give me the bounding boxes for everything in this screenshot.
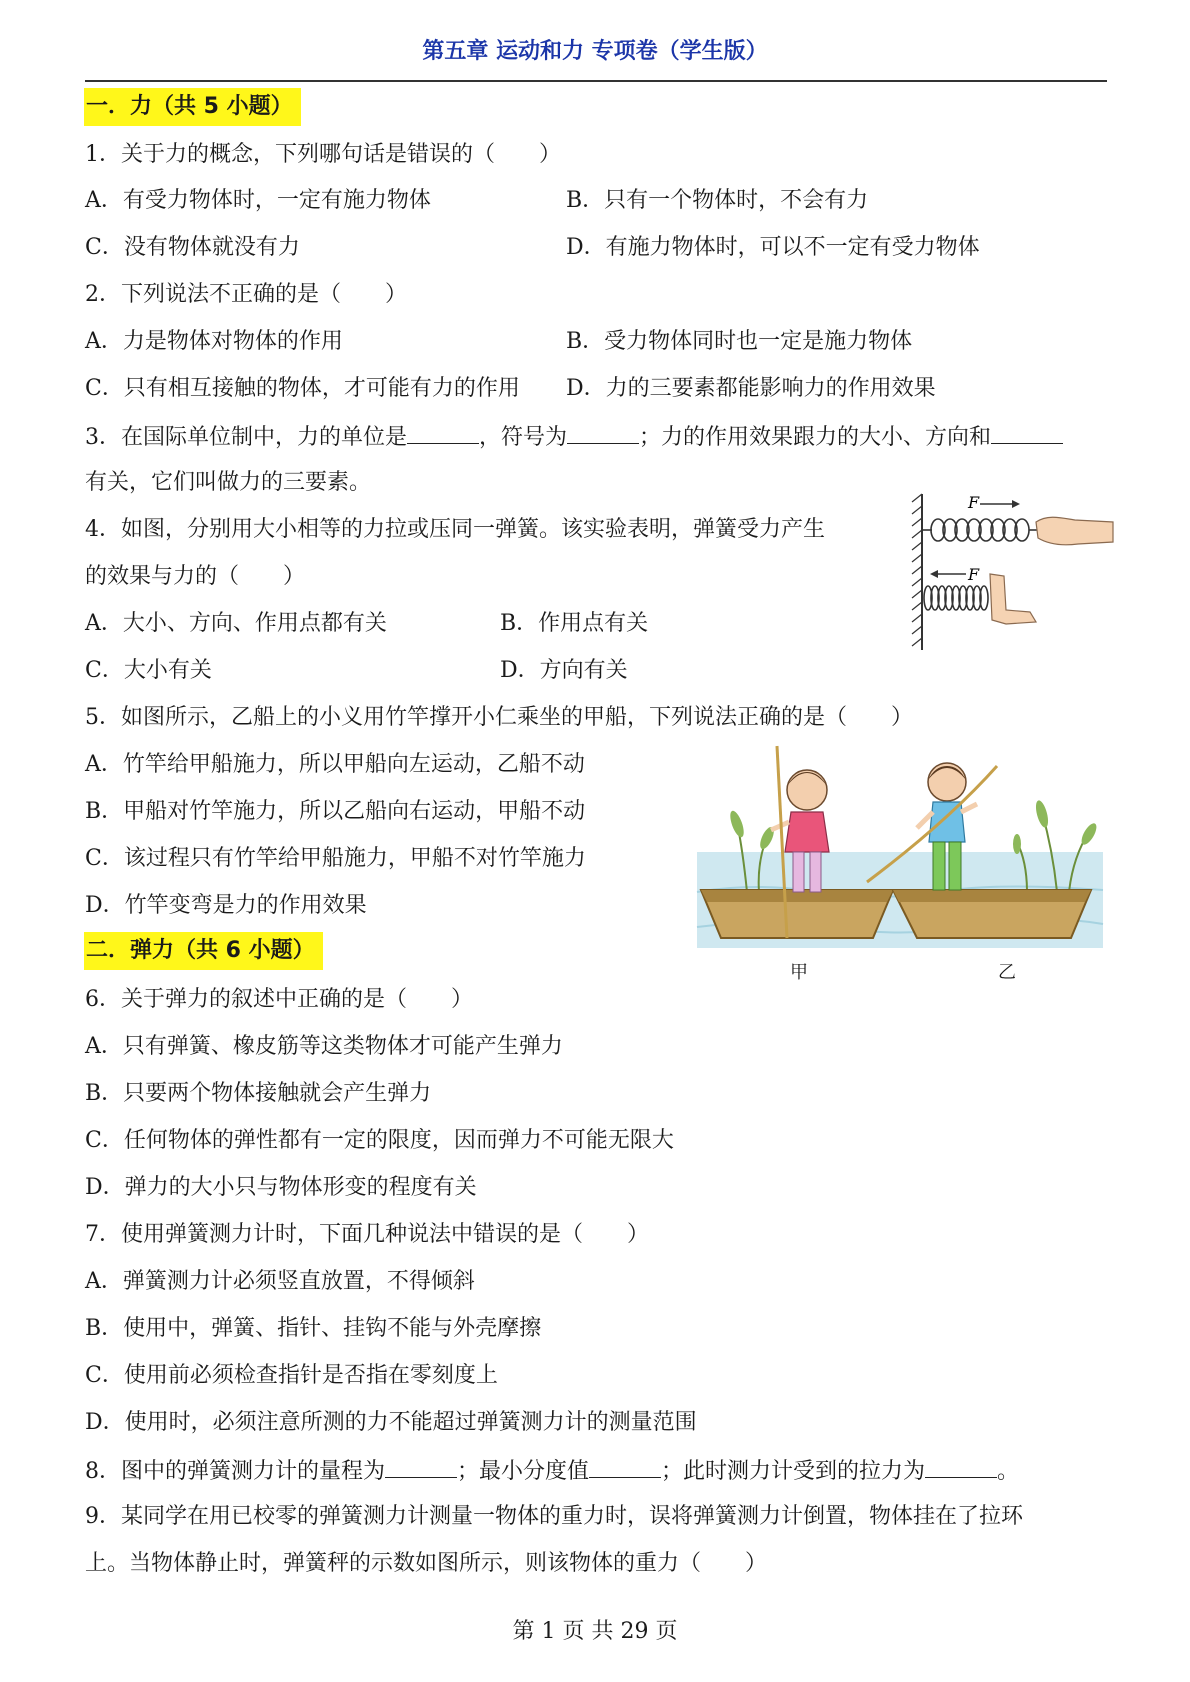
q8-blank-3[interactable] bbox=[925, 1455, 997, 1478]
q8-text-3: ；此时测力计受到的拉力为 bbox=[661, 1459, 926, 1484]
q6-option-d: D．弹力的大小只与物体形变的程度有关 bbox=[85, 1175, 477, 1200]
q8-text-4: 。 bbox=[997, 1459, 1020, 1484]
q8-text-2: ；最小分度值 bbox=[457, 1459, 590, 1484]
q7-option-a: A．弹簧测力计必须竖直放置，不得倾斜 bbox=[85, 1269, 475, 1294]
force-label-push: F bbox=[968, 565, 980, 584]
q6-option-a: A．只有弹簧、橡皮筋等这类物体才可能产生弹力 bbox=[85, 1034, 563, 1059]
q1-option-b: B．只有一个物体时，不会有力 bbox=[566, 188, 869, 213]
q1-stem: 1．关于力的概念，下列哪句话是错误的（ ） bbox=[85, 142, 561, 167]
q4-line-2: 的效果与力的（ ） bbox=[85, 564, 306, 589]
spring-figure bbox=[910, 492, 1115, 654]
section-heading-elastic-force: 二．弹力（共 6 小题） bbox=[84, 932, 323, 970]
q6-option-c: C．任何物体的弹性都有一定的限度，因而弹力不可能无限大 bbox=[85, 1128, 674, 1153]
q3-blank-2[interactable] bbox=[567, 421, 639, 444]
q3-text-2: ，符号为 bbox=[479, 425, 568, 450]
q8-blank-2[interactable] bbox=[589, 1455, 661, 1478]
page-number: 第 1 页 共 29 页 bbox=[512, 1619, 678, 1644]
boat-label-jia: 甲 bbox=[790, 962, 808, 983]
q2-option-d: D．力的三要素都能影响力的作用效果 bbox=[566, 376, 936, 401]
q8-blank-1[interactable] bbox=[385, 1455, 457, 1478]
q9-line-1: 9．某同学在用已校零的弹簧测力计测量一物体的重力时，误将弹簧测力计倒置，物体挂在了拉环 bbox=[85, 1504, 1024, 1529]
q9-line-2: 上。当物体静止时，弹簧秤的示数如图所示，则该物体的重力（ ） bbox=[85, 1551, 768, 1576]
q6-stem: 6．关于弹力的叙述中正确的是（ ） bbox=[85, 987, 473, 1012]
q3-blank-3[interactable] bbox=[991, 421, 1063, 444]
q1-option-c: C．没有物体就没有力 bbox=[85, 235, 300, 260]
q5-option-b: B．甲船对竹竿施力，所以乙船向右运动，甲船不动 bbox=[85, 799, 586, 824]
page-title: 第五章 运动和力 专项卷（学生版） bbox=[422, 39, 768, 64]
q2-option-c: C．只有相互接触的物体，才可能有力的作用 bbox=[85, 376, 520, 401]
q8-line bbox=[85, 1455, 1019, 1487]
q3-blank-1[interactable] bbox=[407, 421, 479, 444]
q3-text-3: ；力的作用效果跟力的大小、方向和 bbox=[639, 425, 992, 450]
q2-stem: 2．下列说法不正确的是（ ） bbox=[85, 282, 407, 307]
q3-text-1: 3．在国际单位制中，力的单位是 bbox=[85, 425, 407, 450]
section-heading-force: 一．力（共 5 小题） bbox=[84, 88, 301, 126]
q3-line-1 bbox=[85, 421, 1063, 453]
q3-line-2: 有关，它们叫做力的三要素。 bbox=[85, 470, 372, 495]
header-divider bbox=[85, 80, 1107, 82]
q7-option-d: D．使用时，必须注意所测的力不能超过弹簧测力计的测量范围 bbox=[85, 1410, 697, 1435]
q1-option-d: D．有施力物体时，可以不一定有受力物体 bbox=[566, 235, 980, 260]
force-label-pull: F bbox=[968, 493, 980, 512]
q4-option-a: A．大小、方向、作用点都有关 bbox=[85, 611, 387, 636]
q7-option-b: B．使用中，弹簧、指针、挂钩不能与外壳摩擦 bbox=[85, 1316, 542, 1341]
q5-option-c: C．该过程只有竹竿给甲船施力，甲船不对竹竿施力 bbox=[85, 846, 586, 871]
boat-label-yi: 乙 bbox=[998, 962, 1016, 983]
q5-stem: 5．如图所示，乙船上的小义用竹竿撑开小仁乘坐的甲船，下列说法正确的是（ ） bbox=[85, 705, 913, 730]
q6-option-b: B．只要两个物体接触就会产生弹力 bbox=[85, 1081, 432, 1106]
q5-option-a: A．竹竿给甲船施力，所以甲船向左运动，乙船不动 bbox=[85, 752, 585, 777]
q7-option-c: C．使用前必须检查指针是否指在零刻度上 bbox=[85, 1363, 498, 1388]
q4-option-c: C．大小有关 bbox=[85, 658, 212, 683]
boats-illustration bbox=[697, 742, 1103, 948]
q2-option-a: A．力是物体对物体的作用 bbox=[85, 329, 343, 354]
q5-option-d: D．竹竿变弯是力的作用效果 bbox=[85, 893, 367, 918]
q2-option-b: B．受力物体同时也一定是施力物体 bbox=[566, 329, 913, 354]
q1-option-a: A．有受力物体时，一定有施力物体 bbox=[85, 188, 431, 213]
q8-text-1: 8．图中的弹簧测力计的量程为 bbox=[85, 1459, 385, 1484]
q4-option-d: D．方向有关 bbox=[500, 658, 628, 683]
q7-stem: 7．使用弹簧测力计时，下面几种说法中错误的是（ ） bbox=[85, 1222, 649, 1247]
q4-line-1: 4．如图，分别用大小相等的力拉或压同一弹簧。该实验表明，弹簧受力产生 bbox=[85, 517, 825, 542]
q4-option-b: B．作用点有关 bbox=[500, 611, 649, 636]
